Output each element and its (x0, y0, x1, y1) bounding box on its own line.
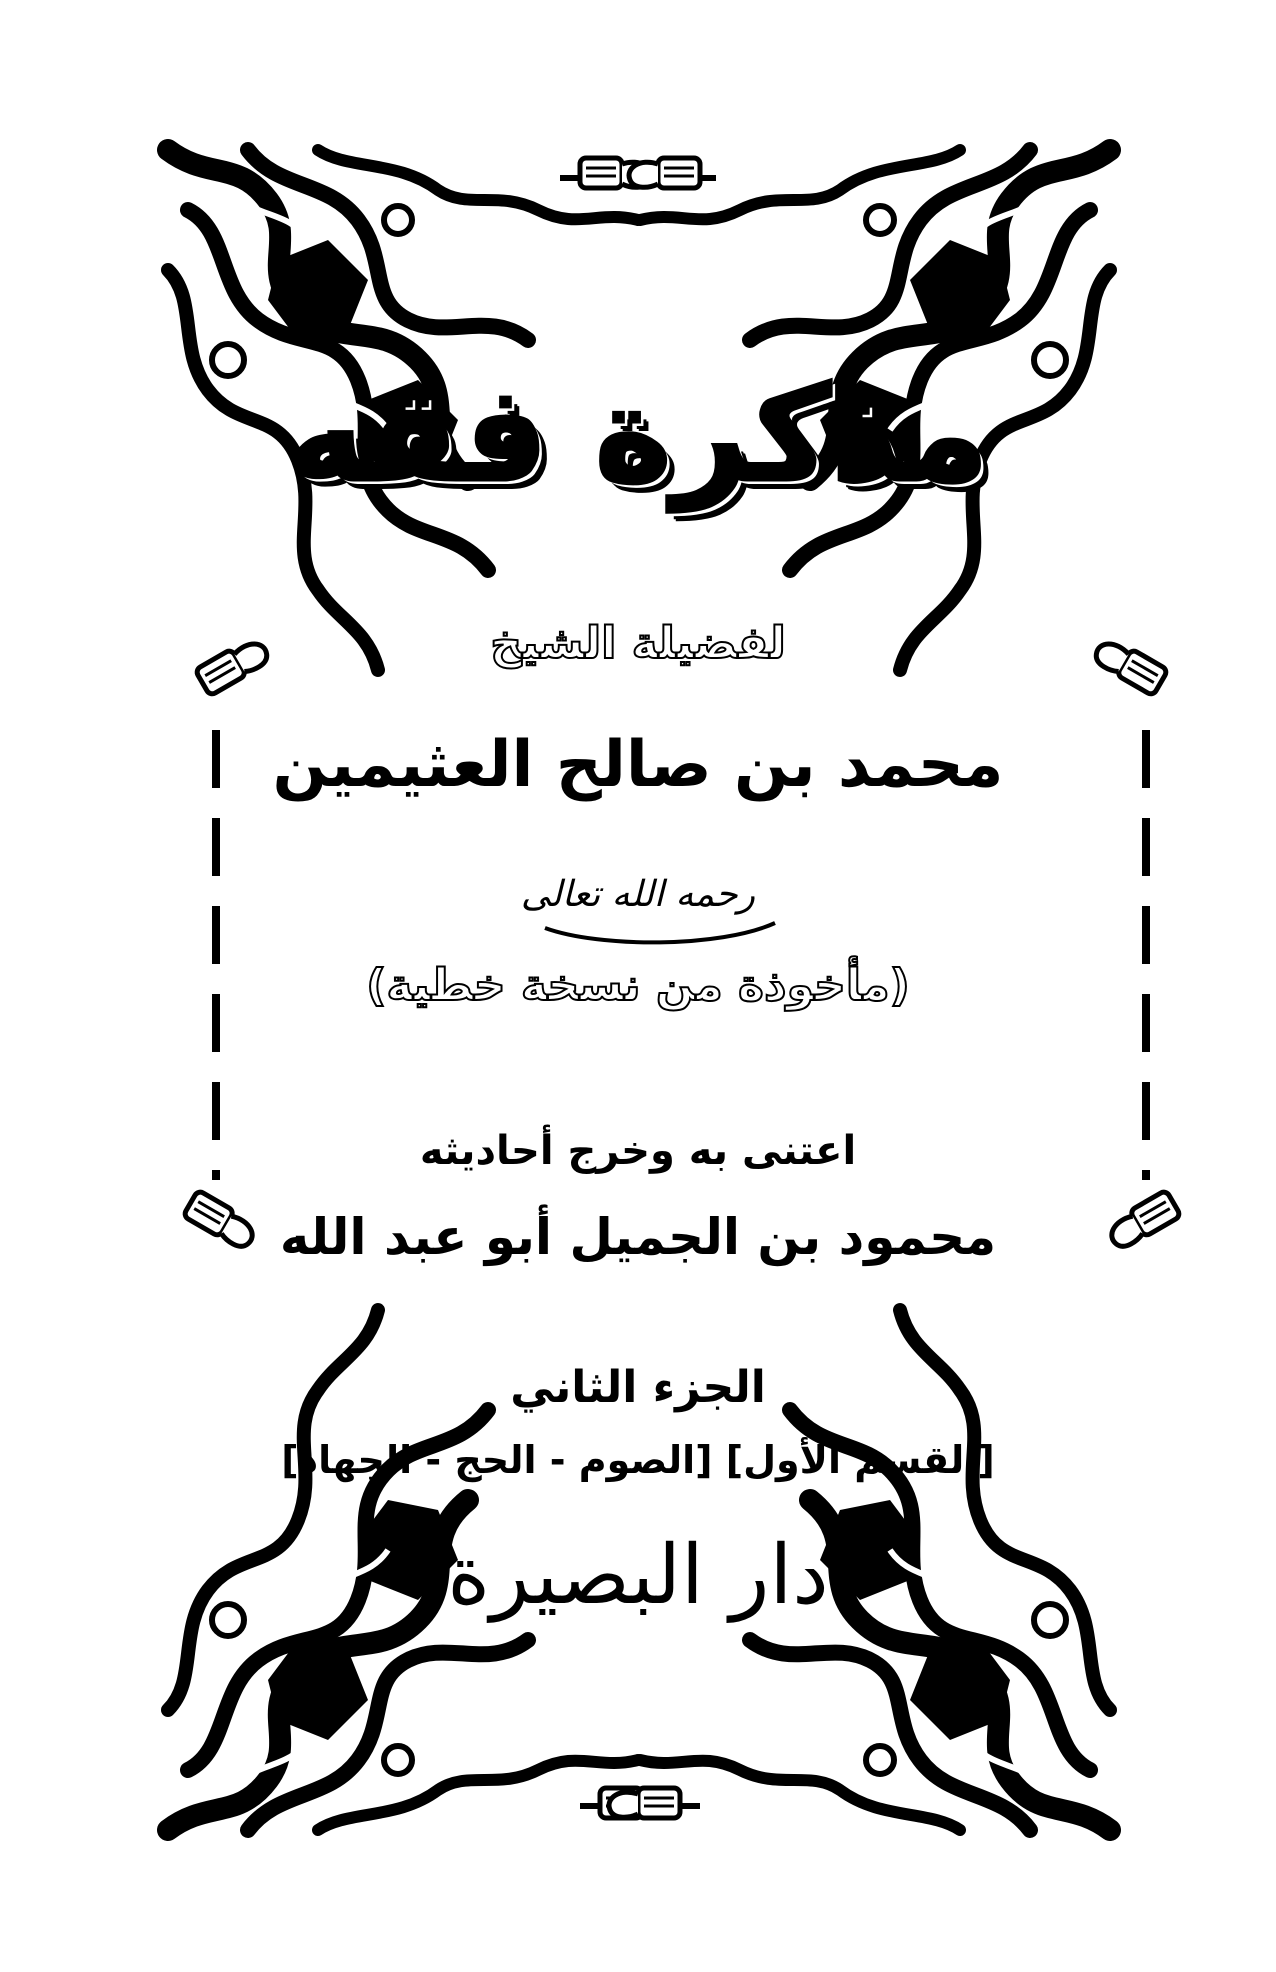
author-name: محمد بن صالح العثيمين (272, 728, 1004, 802)
author-blessing: رحمه الله تعالى (520, 874, 756, 915)
author-honorific: لفضيلة الشيخ (490, 618, 786, 669)
source-note: (مأخوذة من نسخة خطية) (366, 960, 910, 1011)
volume-label: الجزء الثاني (510, 1362, 766, 1413)
publisher-name: دار البصيرة (447, 1528, 829, 1623)
blessing-flourish (540, 918, 780, 948)
top-hand-connector (560, 158, 716, 188)
section-label: [القسم الأول] [الصوم - الحج - الجهاد] (281, 1438, 995, 1482)
bottom-hand-connector (580, 1788, 700, 1818)
editor-credit: اعتنى به وخرج أحاديثه (419, 1128, 857, 1174)
book-title: مذكرة فقه (286, 358, 990, 512)
editor-name: محمود بن الجميل أبو عبد الله (279, 1208, 997, 1266)
